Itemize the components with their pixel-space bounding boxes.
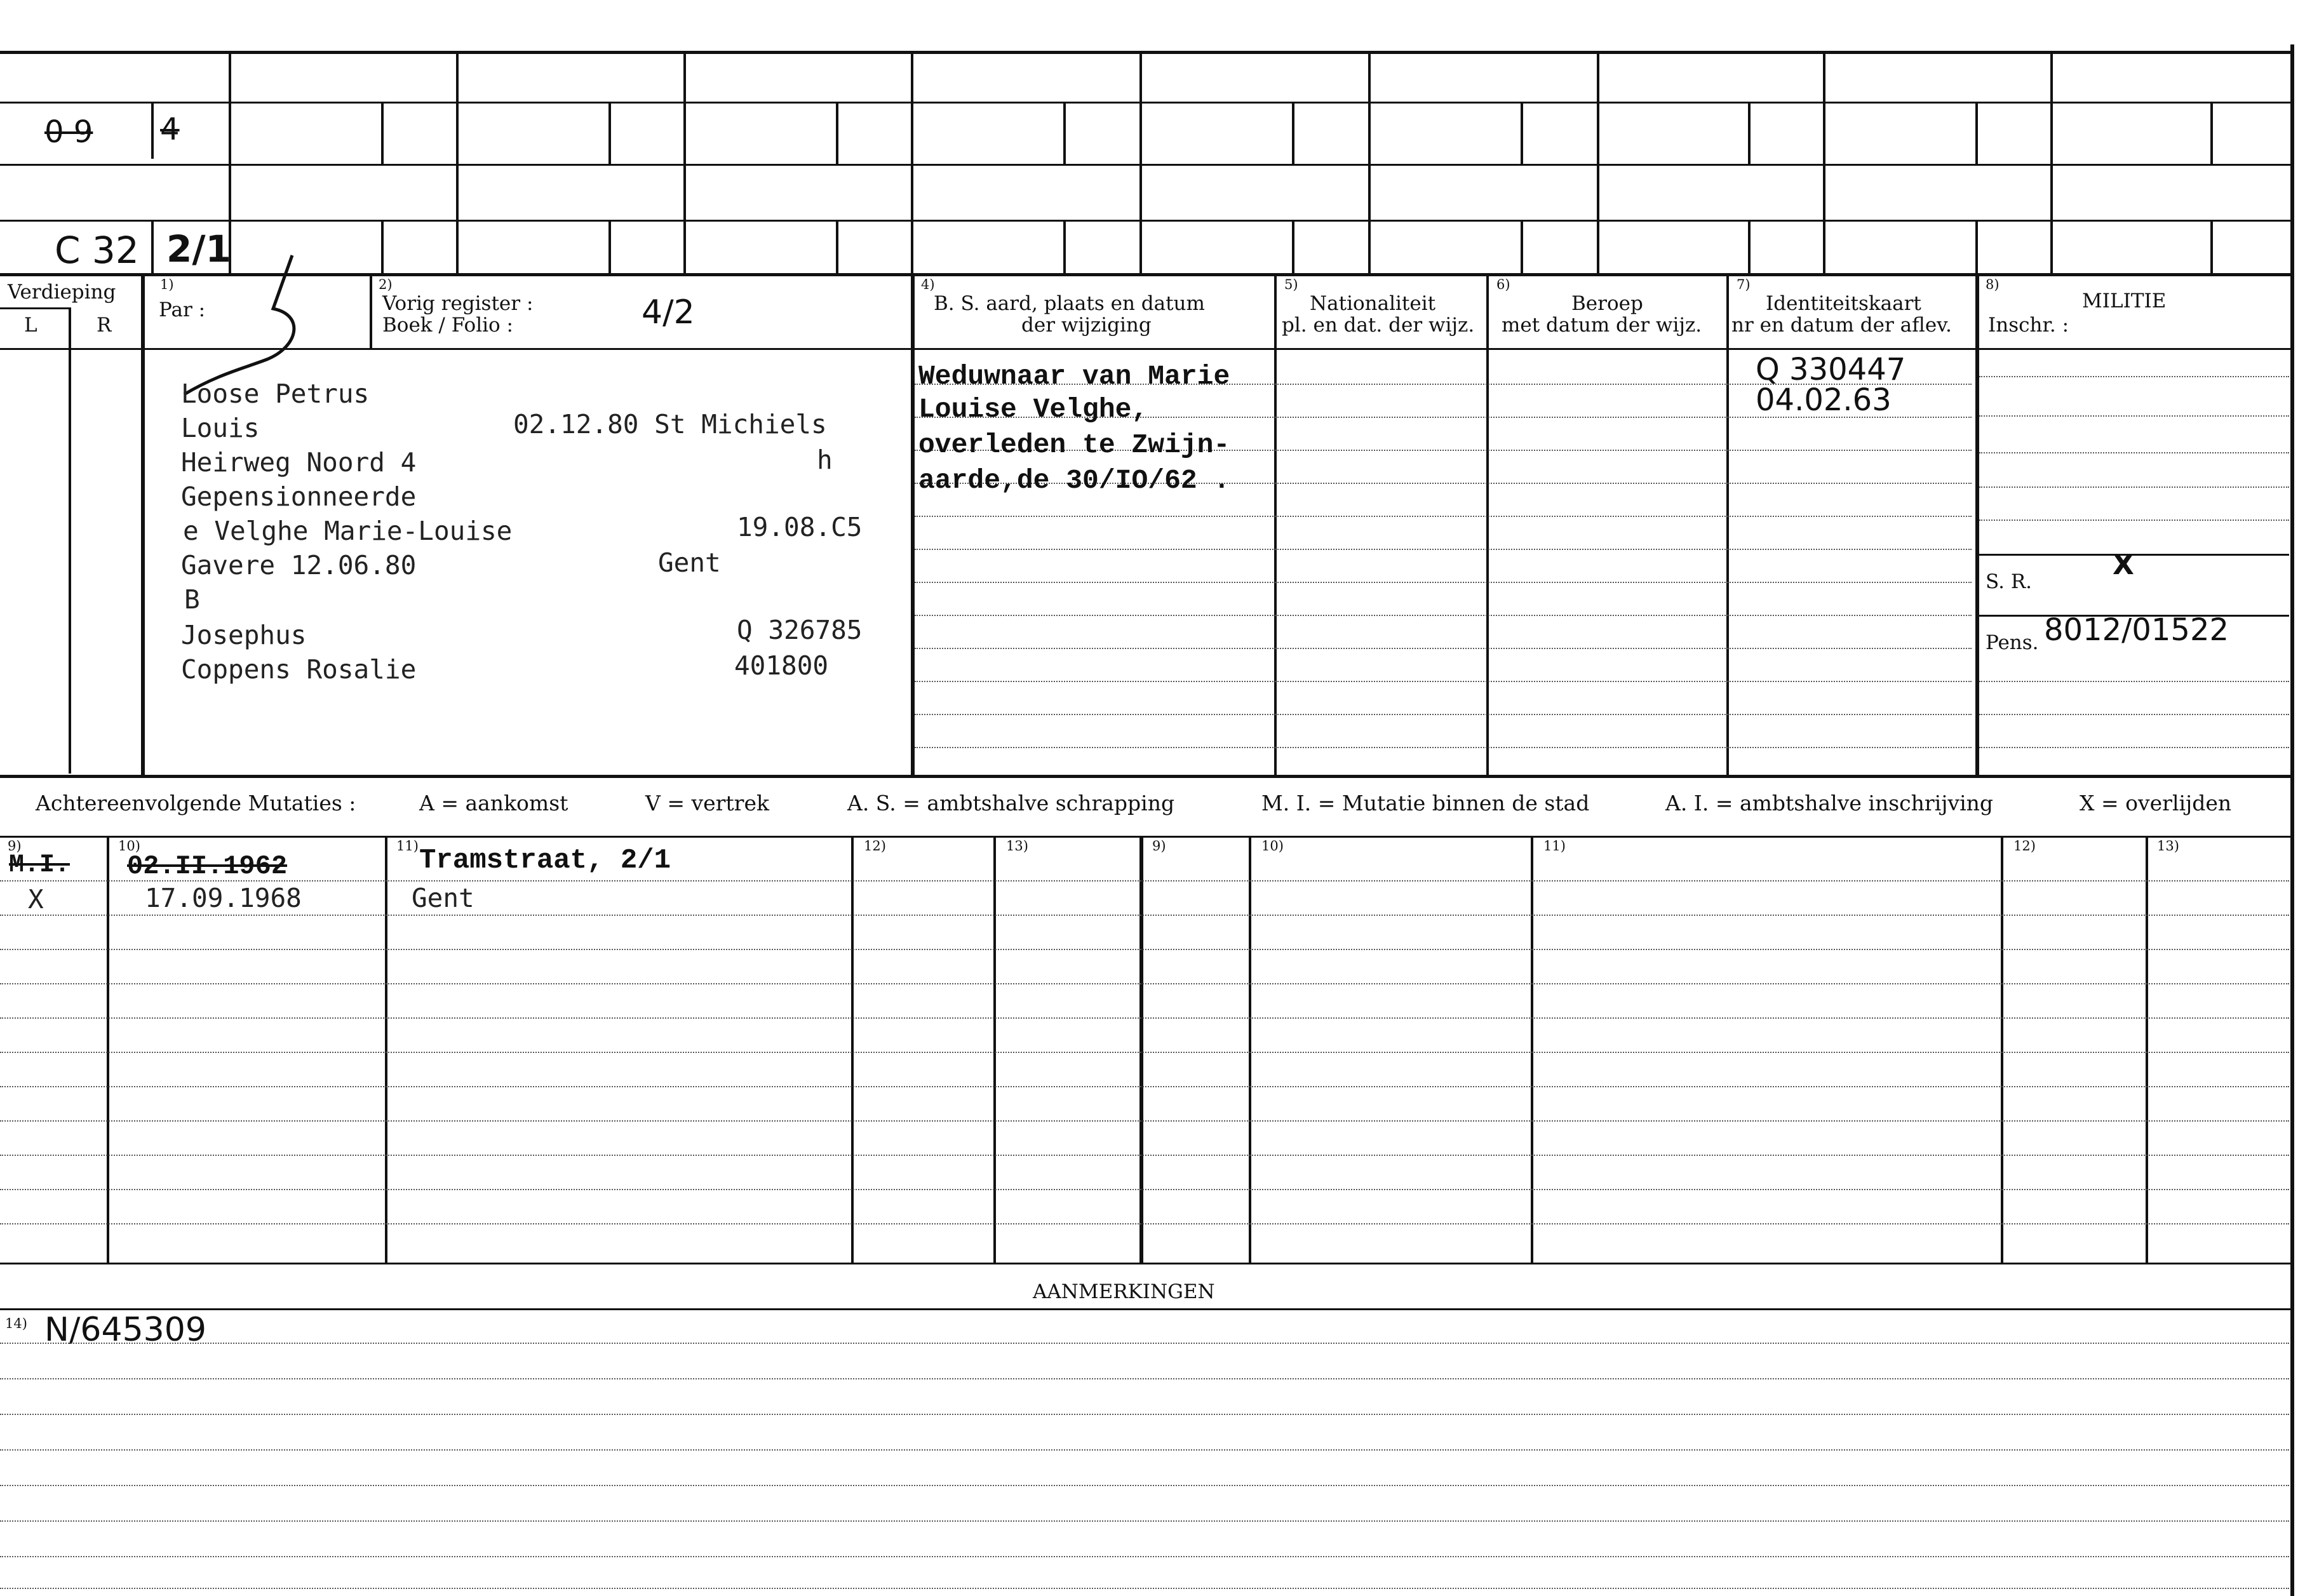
person-surname: Loose Petrus xyxy=(181,379,370,409)
ruled-line xyxy=(915,549,1972,550)
person-mother: Coppens Rosalie xyxy=(181,654,417,685)
grid-line xyxy=(2210,220,2213,273)
beroep-header-line1: Beroep xyxy=(1571,292,1643,315)
ruled-line xyxy=(0,1343,2289,1344)
grid-line xyxy=(2146,836,2148,1263)
ruled-line xyxy=(915,747,1972,748)
mutations-top-line xyxy=(0,836,2290,838)
militie-label: MILITIE xyxy=(2082,290,2167,312)
ruled-line xyxy=(0,1189,2289,1190)
grid-line xyxy=(1292,102,1294,164)
bs-entry-line: aarde,de 30/IO/62 . xyxy=(918,465,1230,496)
grid-line xyxy=(1823,51,1825,273)
verdieping-divider xyxy=(0,307,69,309)
legend-v: V = vertrek xyxy=(645,791,769,815)
grid-line xyxy=(1063,102,1066,164)
verdieping-label: Verdieping xyxy=(8,281,116,304)
person-spouse-birth: Gavere 12.06.80 xyxy=(181,550,417,580)
grid-line xyxy=(1748,220,1751,273)
grid-line xyxy=(0,102,2293,104)
nat-number: 5) xyxy=(1284,277,1298,292)
grid-line xyxy=(381,220,384,273)
ruled-line xyxy=(915,516,1972,517)
person-occupation: Gepensionneerde xyxy=(181,481,417,512)
mutations-bottom-line xyxy=(0,1263,2290,1264)
index-code-struck: 0 9 xyxy=(44,114,93,150)
ruled-line xyxy=(0,1556,2289,1557)
legend-top-line xyxy=(0,775,2290,778)
sr-value: X xyxy=(2113,549,2134,581)
grid-line xyxy=(1292,220,1294,273)
id-number: 7) xyxy=(1737,277,1751,292)
index-code: C 32 xyxy=(55,229,139,272)
grid-line xyxy=(385,836,387,1263)
militie-number: 8) xyxy=(1986,277,1999,292)
grid-line xyxy=(1975,273,1979,775)
grid-line xyxy=(1486,273,1489,775)
grid-line xyxy=(141,273,145,775)
id-card-number: Q 330447 xyxy=(1756,352,1906,387)
ruled-line xyxy=(1979,520,2289,521)
par-number: 1) xyxy=(160,277,174,292)
header-bottom-line xyxy=(0,348,2290,350)
remarks-value: N/645309 xyxy=(44,1311,206,1349)
legend-ai: A. I. = ambtshalve inschrijving xyxy=(1665,791,1994,815)
grid-line xyxy=(836,220,838,273)
grid-line xyxy=(836,102,838,164)
inschr-label: Inschr. : xyxy=(1988,314,2069,337)
index-number: 2/1 xyxy=(166,227,231,271)
bs-header-line2: der wijziging xyxy=(1021,314,1152,337)
ruled-line xyxy=(1979,747,2289,748)
grid-line xyxy=(608,220,611,273)
person-father: Josephus xyxy=(181,620,307,650)
col-11-number: 11) xyxy=(396,838,419,854)
bs-header-line1: B. S. aard, plaats en datum xyxy=(934,292,1205,315)
mutation-address: Tramstraat, 2/1 xyxy=(419,845,671,876)
ruled-line xyxy=(1979,486,2289,488)
right-border xyxy=(2290,44,2294,1596)
nat-header-line2: pl. en dat. der wijz. xyxy=(1282,314,1475,337)
par-label: Par : xyxy=(159,298,206,321)
grid-line xyxy=(2001,836,2003,1263)
grid-line xyxy=(2050,51,2053,273)
beroep-header-line2: met datum der wijz. xyxy=(1502,314,1702,337)
person-birth: 02.12.80 St Michiels xyxy=(513,409,827,439)
ruled-line xyxy=(0,1378,2289,1379)
mutation-date: 02.II.1962 xyxy=(127,851,288,882)
person-letter: B xyxy=(184,584,200,615)
grid-line xyxy=(1139,51,1142,273)
vorig-number: 2) xyxy=(379,277,393,292)
ruled-line xyxy=(0,1520,2289,1522)
col-12-number: 12) xyxy=(864,838,886,854)
person-address-mark: h xyxy=(817,445,833,475)
grid-line xyxy=(1597,51,1599,273)
ruled-line xyxy=(0,1155,2289,1156)
scribble-stroke xyxy=(184,255,294,394)
col-9b-number: 9) xyxy=(1152,838,1166,854)
person-spouse-date: 19.08.C5 xyxy=(737,512,863,542)
ruled-line xyxy=(0,1449,2289,1451)
col-13-number: 13) xyxy=(1006,838,1028,854)
col-10-number: 10) xyxy=(118,838,140,854)
grid-line xyxy=(151,102,154,159)
grid-line xyxy=(1748,102,1751,164)
floor-r-label: R xyxy=(97,314,112,337)
grid-line xyxy=(683,51,686,273)
person-address: Heirweg Noord 4 xyxy=(181,447,417,478)
legend-x: X = overlijden xyxy=(2080,791,2232,815)
pens-value: 8012/01522 xyxy=(2044,612,2229,648)
grid-line xyxy=(1975,220,1978,273)
grid-line xyxy=(911,51,913,273)
grid-line xyxy=(911,273,915,775)
id-card-date: 04.02.63 xyxy=(1756,382,1892,418)
boek-folio-label: Boek / Folio : xyxy=(382,314,513,337)
bs-entry-line: Weduwnaar van Marie xyxy=(918,361,1230,392)
person-spouse-place: Gent xyxy=(658,547,721,578)
grid-line xyxy=(1139,836,1143,1263)
grid-line xyxy=(851,836,854,1263)
grid-line xyxy=(1521,220,1523,273)
sr-label: S. R. xyxy=(1986,570,2033,593)
bs-entry-line: overleden te Zwijn- xyxy=(918,429,1230,460)
remarks-line xyxy=(0,1308,2290,1310)
mutation-type: M.I. xyxy=(9,851,71,880)
legend-a: A = aankomst xyxy=(419,791,568,815)
grid-line xyxy=(456,51,459,273)
index-number-struck: 4 xyxy=(160,112,180,147)
ruled-line xyxy=(1979,681,2289,682)
ruled-line xyxy=(1979,452,2289,453)
mutation-type: X xyxy=(28,884,44,915)
remarks-title: AANMERKINGEN xyxy=(1033,1280,1215,1303)
ruled-line xyxy=(1979,714,2289,715)
vorig-register-label: Vorig register : xyxy=(382,292,534,315)
ruled-line xyxy=(0,1588,2289,1589)
grid-line xyxy=(1975,102,1978,164)
pens-label: Pens. xyxy=(1986,631,2039,654)
boek-folio-value: 4/2 xyxy=(642,293,695,332)
remarks-number: 14) xyxy=(5,1316,27,1331)
ruled-line xyxy=(0,1223,2289,1224)
ruled-line xyxy=(0,983,2289,984)
grid-line xyxy=(608,102,611,164)
floor-l-label: L xyxy=(24,314,37,337)
grid-line xyxy=(1521,102,1523,164)
ruled-line xyxy=(0,880,2289,882)
col-13b-number: 13) xyxy=(2157,838,2179,854)
ruled-line xyxy=(0,949,2289,950)
grid-line xyxy=(1368,51,1371,273)
grid-line xyxy=(1274,273,1277,775)
mutations-title: Achtereenvolgende Mutaties : xyxy=(36,791,356,815)
ruled-line xyxy=(915,615,1972,616)
beroep-number: 6) xyxy=(1496,277,1510,292)
grid-line xyxy=(1531,836,1533,1263)
grid-line xyxy=(1726,273,1729,775)
bs-number: 4) xyxy=(921,277,935,292)
ruled-line xyxy=(0,1414,2289,1415)
grid-line xyxy=(381,102,384,164)
nat-header-line1: Nationaliteit xyxy=(1310,292,1436,315)
person-mother-code: 401800 xyxy=(734,650,829,681)
person-father-code: Q 326785 xyxy=(737,615,863,645)
id-header-line2: nr en datum der aflev. xyxy=(1731,314,1952,337)
ruled-line xyxy=(1979,376,2289,377)
grid-line xyxy=(107,836,109,1263)
ruled-line xyxy=(915,714,1972,715)
grid-line xyxy=(0,273,2293,276)
ruled-line xyxy=(915,582,1972,583)
legend-as: A. S. = ambtshalve schrapping xyxy=(847,791,1175,815)
bs-entry-line: Louise Velghe, xyxy=(918,394,1148,425)
grid-line xyxy=(1249,836,1251,1263)
person-spouse: e Velghe Marie-Louise xyxy=(183,516,513,546)
grid-line xyxy=(1063,220,1066,273)
militie-divider xyxy=(1979,554,2289,556)
person-given-name: Louis xyxy=(181,413,260,443)
top-border xyxy=(0,51,2293,54)
grid-line xyxy=(0,220,2293,222)
mutation-date: 17.09.1968 xyxy=(145,883,302,913)
ruled-line xyxy=(915,648,1972,649)
grid-line xyxy=(69,307,71,774)
col-11b-number: 11) xyxy=(1543,838,1566,854)
ruled-line xyxy=(1979,415,2289,417)
grid-line xyxy=(0,164,2293,166)
ruled-line xyxy=(0,915,2289,916)
mutation-address: Gent xyxy=(412,883,474,913)
col-10b-number: 10) xyxy=(1261,838,1284,854)
grid-line xyxy=(993,836,996,1263)
legend-mi: M. I. = Mutatie binnen de stad xyxy=(1261,791,1590,815)
par-scribble xyxy=(178,251,305,398)
ruled-line xyxy=(0,1120,2289,1122)
ruled-line xyxy=(0,1086,2289,1087)
col-9-number: 9) xyxy=(8,838,22,854)
ruled-line xyxy=(0,1052,2289,1053)
grid-line xyxy=(151,220,154,273)
ruled-line xyxy=(0,1485,2289,1486)
col-12b-number: 12) xyxy=(2013,838,2036,854)
grid-line xyxy=(2210,102,2213,164)
grid-line xyxy=(370,273,372,348)
ruled-line xyxy=(915,681,1972,682)
ruled-line xyxy=(0,1017,2289,1019)
id-header-line1: Identiteitskaart xyxy=(1766,292,1921,315)
